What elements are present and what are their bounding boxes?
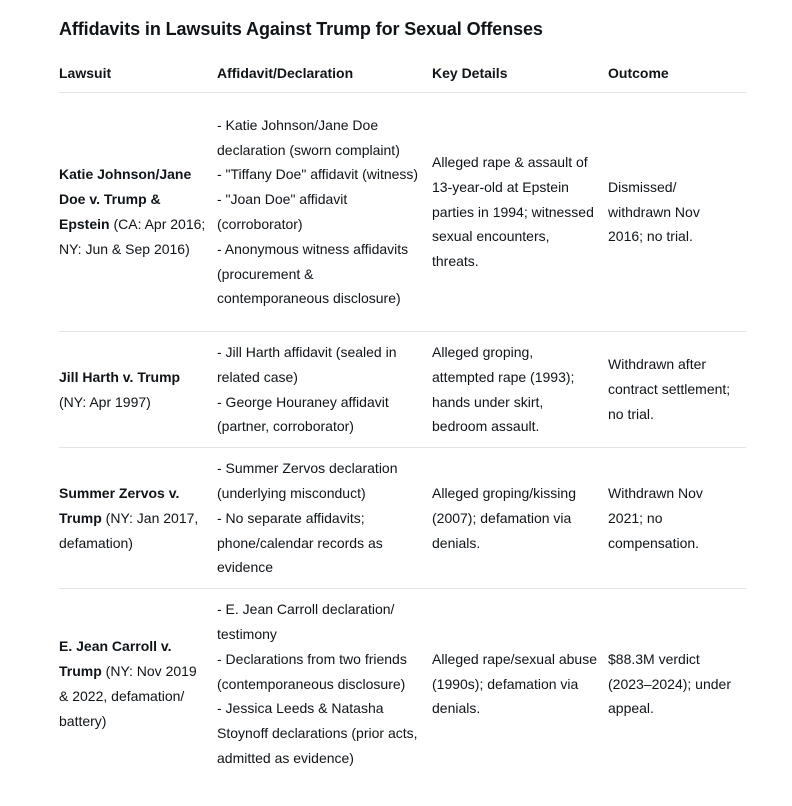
details-cell: Alleged rape/sexual abuse (1990s); defamation via denials. [432,589,608,779]
case-name: E. Jean Carroll v. Trump [59,638,172,680]
affidavit-item: - Katie Johnson/Jane Doe declaration (sworn complaint) [217,116,400,158]
lawsuit-cell [59,589,217,779]
lawsuit-cell [59,448,217,589]
table-row [59,589,746,779]
affidavit-item: - Declarations from two friends (contemporaneous disclosure) [217,650,407,692]
header-outcome: Outcome [608,65,669,81]
affidavit-item: - "Tiffany Doe" affidavit (witness) [217,166,419,183]
case-name: Katie Johnson/Jane Doe v. Trump & Epstein [59,166,192,232]
outcome-cell: Dismissed/ withdrawn Nov 2016; no trial. [608,93,746,332]
affidavit-item: - E. Jean Carroll declaration/ testimony [217,601,395,642]
case-name: Jill Harth v. Trump [59,368,181,385]
outcome-cell: Withdrawn after contract settlement; no trial. [608,332,746,448]
header-affidavit: Affidavit/Declaration [217,65,354,81]
affidavit-item: - No separate affidavits; phone/calendar records as evidence [217,509,383,576]
table-row [59,448,746,589]
affidavit-item: - Summer Zervos declaration (underlying misconduct) [217,460,398,501]
header-lawsuit: Lawsuit [59,65,112,81]
case-jurisdiction: (NY: Nov 2019 & 2022, defamation/ battery) [59,663,197,729]
case-name: Summer Zervos v. Trump [59,484,180,526]
outcome-cell: Withdrawn Nov 2021; no compensation. [608,448,746,589]
affidavit-cell [217,589,432,779]
case-jurisdiction: (NY: Apr 1997) [59,393,151,410]
affidavit-cell [217,332,432,448]
case-jurisdiction: (CA: Apr 2016; NY: Jun & Sep 2016) [59,216,206,257]
page-title: Affidavits in Lawsuits Against Trump for Sexual Offenses [59,19,543,39]
details-cell: Alleged rape & assault of 13-year-old at Epstein parties in 1994; witnessed sexual encounters, threats. [432,93,608,332]
outcome-cell: $88.3M verdict (2023–2024); under appeal. [608,589,746,779]
header-key-details: Key Details [432,65,508,81]
details-cell: Alleged groping, attempted rape (1993); hands under skirt, bedroom assault. [432,332,608,448]
table-row [59,93,746,332]
affidavit-cell [217,448,432,589]
affidavit-item: - Jill Harth affidavit (sealed in related case) [217,344,397,385]
affidavit-item: - George Houraney affidavit (partner, corroborator) [217,393,389,435]
affidavit-cell [217,93,432,332]
table-header-row [59,63,746,93]
affidavit-item: - Jessica Leeds & Natasha Stoynoff declarations (prior acts, admitted as evidence) [217,700,418,766]
lawsuit-cell [59,332,217,448]
lawsuit-cell [59,93,217,332]
lawsuits-table [59,63,746,779]
case-jurisdiction: (NY: Jan 2017, defamation) [59,509,199,551]
details-cell: Alleged groping/kissing (2007); defamation via denials. [432,448,608,589]
affidavit-item: - Anonymous witness affidavits (procurement & contemporaneous disclosure) [217,240,409,307]
affidavit-item: - "Joan Doe" affidavit (corroborator) [217,191,348,232]
table-row [59,332,746,448]
